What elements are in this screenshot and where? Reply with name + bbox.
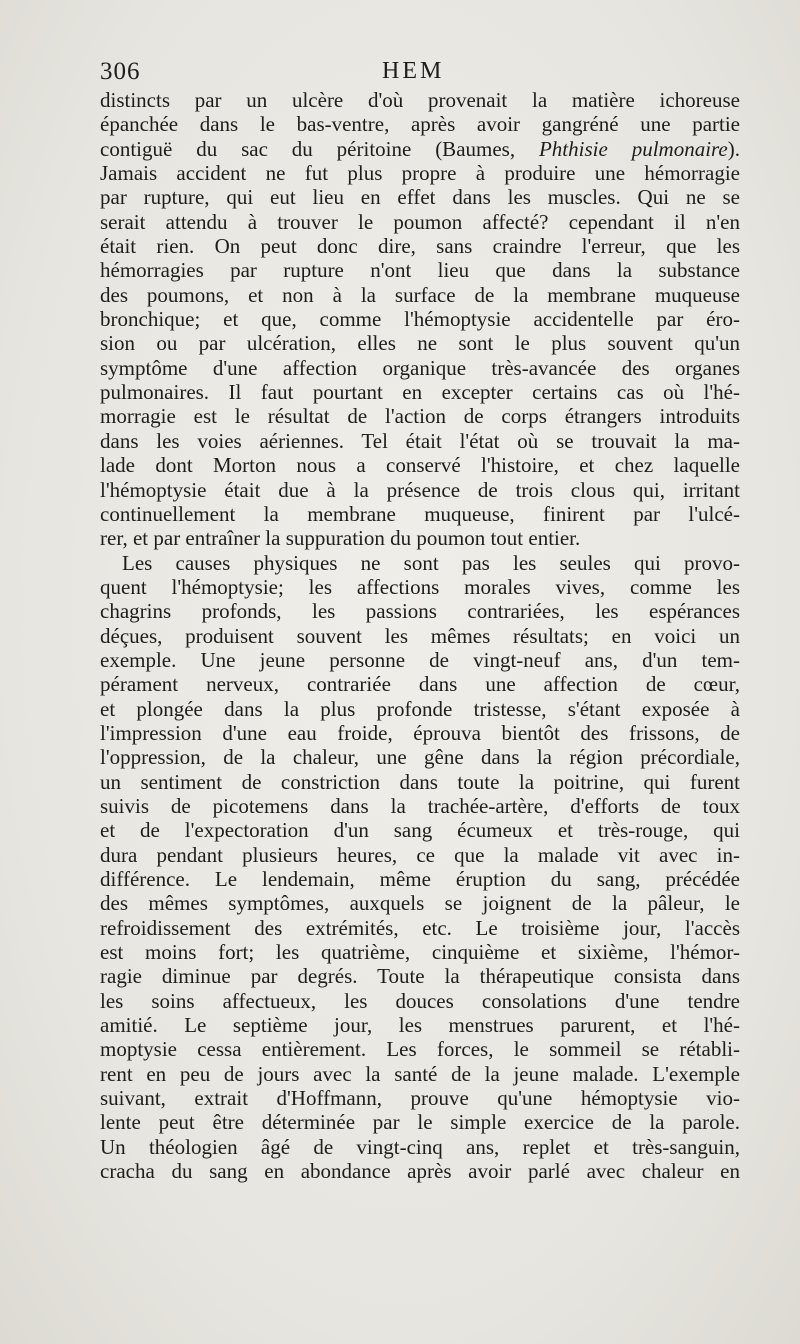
text-line: différence. Le lendemain, même éruption du sang, précédée (100, 867, 740, 891)
text-line: lade dont Morton nous a conservé l'histoire, et chez laquelle (100, 453, 740, 478)
text-line: et plongée dans la plus profonde tristesse, s'étant exposée à (100, 696, 740, 721)
text-line: amitié. Le septième jour, les menstrues parurent, et l'hé- (100, 1013, 740, 1038)
text-line: l'oppression, de la chaleur, une gêne dans la région précordiale, (100, 745, 740, 770)
text-line: des poumons, et non à la surface de la membrane muqueuse (100, 282, 740, 307)
text-line: distincts par un ulcère d'où provenait la matière ichoreuse (100, 88, 740, 112)
text-line: chagrins profonds, les passions contrariées, les espérances (100, 599, 740, 624)
text-line: exemple. Une jeune personne de vingt-neuf ans, d'un tem- (100, 647, 740, 672)
text-line: Un théologien âgé de vingt-cinq ans, replet et très-sanguin, (100, 1134, 740, 1159)
page-number: 306 (100, 58, 141, 85)
page-header (100, 58, 740, 90)
text-line: rent en peu de jours avec la santé de la jeune malade. L'exemple (100, 1061, 740, 1086)
text-line: et de l'expectoration d'un sang écumeux et très-rouge, qui (100, 818, 740, 843)
paragraph-end-line: rer, et par entraîner la suppuration du poumon tout entier. (100, 526, 581, 551)
text-line: suivant, extrait d'Hoffmann, prouve qu'une hémoptysie vio- (100, 1086, 740, 1111)
text-line: l'hémoptysie était due à la présence de trois clous qui, irritant (100, 477, 740, 502)
text-line: Jamais accident ne fut plus propre à produire une hémorragie (100, 161, 740, 186)
italic-title: Phthisie pulmonaire (538, 136, 728, 161)
text-line: par rupture, qui eut lieu en effet dans les muscles. Qui ne se (100, 185, 740, 210)
paragraph-start-line: Les causes physiques ne sont pas les seules qui provo- (122, 550, 740, 575)
text-line: est moins fort; les quatrième, cinquième et sixième, l'hémor- (100, 940, 740, 965)
text-line: des mêmes symptômes, auxquels se joignent de la pâleur, le (100, 891, 740, 916)
text-line: lente peut être déterminée par le simple exercice de la parole. (100, 1110, 740, 1135)
text-line: moptysie cessa entièrement. Les forces, le sommeil se rétabli- (100, 1037, 740, 1062)
text-line: morragie est le résultat de l'action de corps étrangers introduits (100, 404, 740, 429)
running-head: HEM (382, 58, 445, 84)
text-line: dura pendant plusieurs heures, ce que la malade vit avec in- (100, 842, 740, 867)
text-line: serait attendu à trouver le poumon affecté? cependant il n'en (100, 209, 740, 234)
body-text (100, 88, 740, 1183)
text-line: ragie diminue par degrés. Toute la thérapeutique consista dans (100, 964, 740, 989)
text-line: cracha du sang en abondance après avoir parlé avec chaleur en (100, 1159, 740, 1184)
text-line (100, 137, 740, 161)
text-line: symptôme d'une affection organique très-avancée des organes (100, 355, 740, 380)
text-line: hémorragies par rupture n'ont lieu que dans la substance (100, 258, 740, 283)
text-line: un sentiment de constriction dans toute la poitrine, qui furent (100, 769, 740, 794)
text-line: sion ou par ulcération, elles ne sont le plus souvent qu'un (100, 331, 740, 356)
text-line: était rien. On peut donc dire, sans craindre l'erreur, que les (100, 234, 740, 259)
text-line: pérament nerveux, contrariée dans une affection de cœur, (100, 672, 740, 697)
text-run: ). (727, 136, 740, 161)
text-line: épanchée dans le bas-ventre, après avoir gangréné une partie (100, 112, 740, 137)
text-line: dans les voies aériennes. Tel était l'état où se trouvait la ma- (100, 428, 740, 453)
text-line: continuellement la membrane muqueuse, finirent par l'ulcé- (100, 501, 740, 526)
text-run: contiguë du sac du péritoine (Baumes, (100, 136, 539, 161)
text-line: les soins affectueux, les douces consolations d'une tendre (100, 988, 740, 1013)
text-line: l'impression d'une eau froide, éprouva bientôt des frissons, de (100, 720, 740, 745)
text-line: déçues, produisent souvent les mêmes résultats; en voici un (100, 623, 740, 648)
text-line: pulmonaires. Il faut pourtant en excepter certains cas où l'hé- (100, 380, 740, 405)
text-line: quent l'hémoptysie; les affections morales vives, comme les (100, 574, 740, 599)
text-line: refroidissement des extrémités, etc. Le troisième jour, l'accès (100, 915, 740, 940)
text-line: suivis de picotemens dans la trachée-artère, d'efforts de toux (100, 793, 740, 818)
text-line: bronchique; et que, comme l'hémoptysie accidentelle par éro- (100, 307, 740, 332)
